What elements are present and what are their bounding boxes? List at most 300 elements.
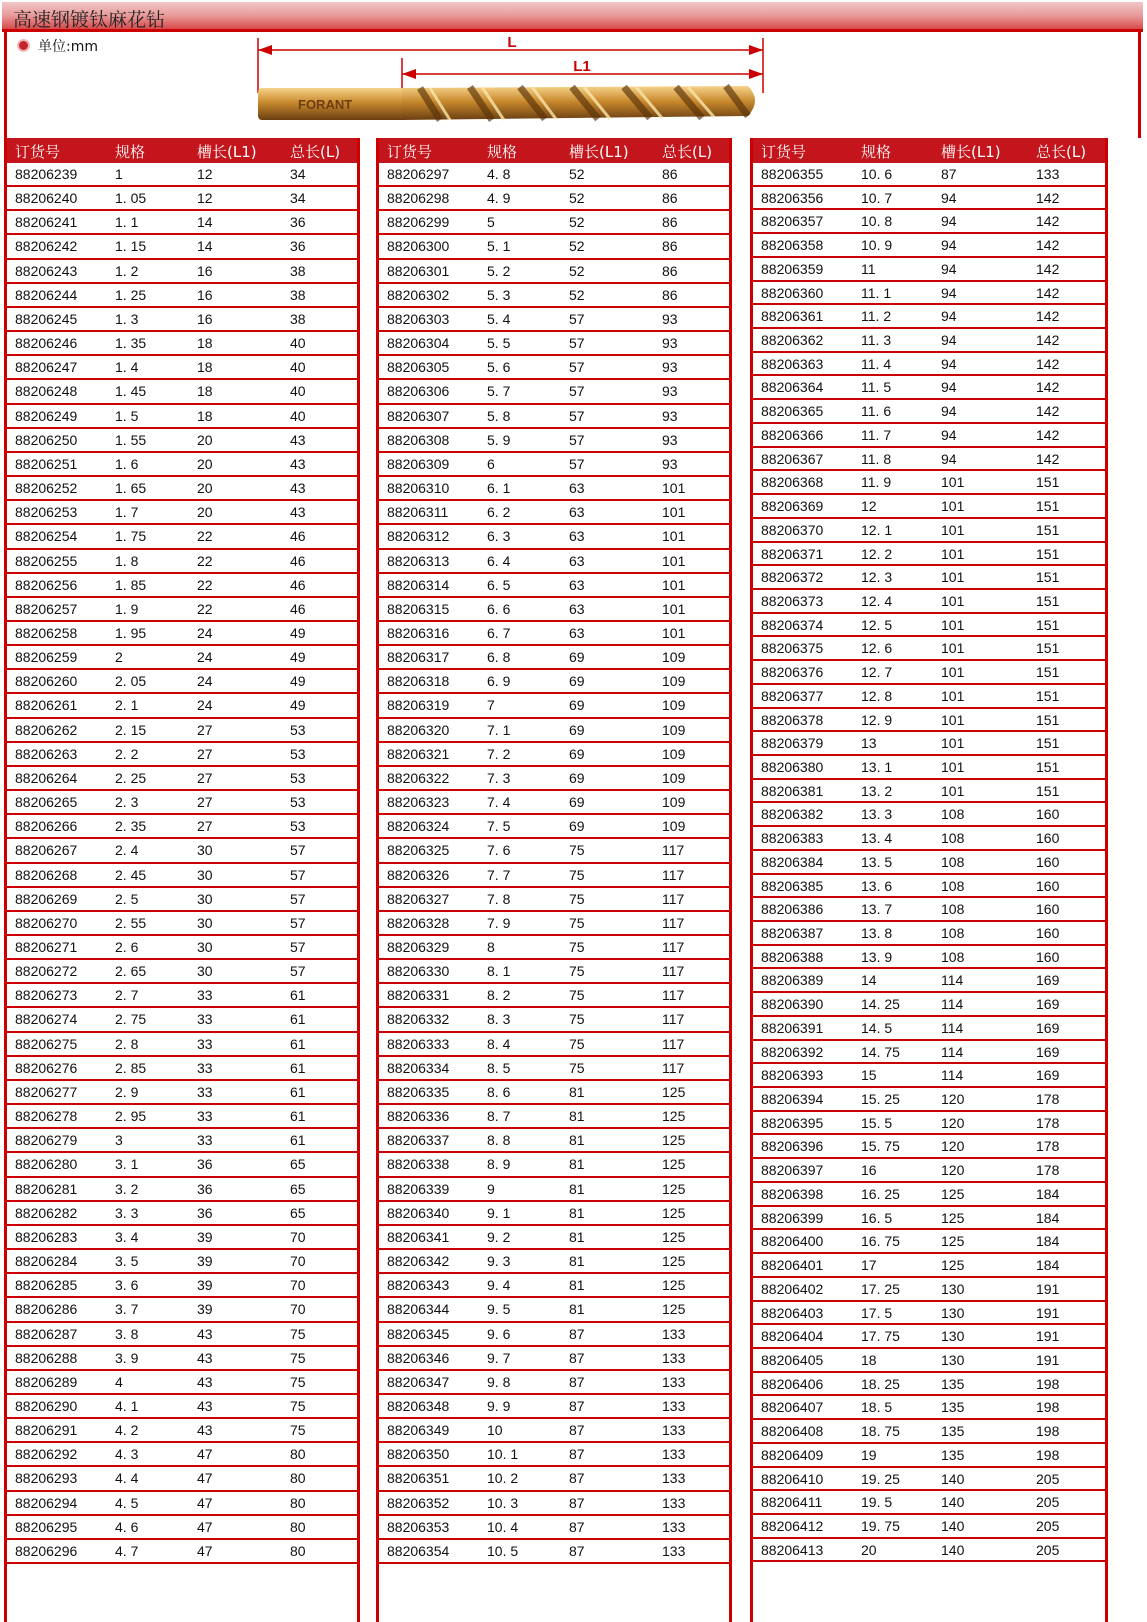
flute-length-cell: 57 xyxy=(569,310,585,327)
flute-length-cell: 135 xyxy=(941,1446,965,1463)
order-number-cell: 88206390 xyxy=(761,996,824,1013)
total-length-cell: 70 xyxy=(290,1277,306,1294)
order-number-cell: 88206336 xyxy=(387,1108,450,1125)
table-row xyxy=(379,984,729,1008)
total-length-cell: 205 xyxy=(1036,1494,1060,1511)
table-row xyxy=(7,719,357,743)
table-row xyxy=(753,1207,1105,1231)
total-length-cell: 80 xyxy=(290,1518,306,1535)
order-number-cell: 88206383 xyxy=(761,830,824,847)
order-number-cell: 88206378 xyxy=(761,711,824,728)
table-row xyxy=(753,614,1105,638)
order-number-cell: 88206399 xyxy=(761,1209,824,1226)
spec-cell: 12. 1 xyxy=(861,521,893,538)
flute-length-cell: 101 xyxy=(941,758,965,775)
spec-cell: 1. 6 xyxy=(115,455,139,472)
spec-cell: 3 xyxy=(115,1132,123,1149)
order-number-cell: 88206261 xyxy=(15,697,78,714)
spec-cell: 3. 9 xyxy=(115,1349,139,1366)
flute-length-cell: 75 xyxy=(569,1035,585,1052)
spec-cell: 9. 7 xyxy=(487,1349,511,1366)
order-number-cell: 88206350 xyxy=(387,1446,450,1463)
table-row xyxy=(379,1129,729,1153)
total-length-cell: 61 xyxy=(290,1059,306,1076)
flute-length-cell: 27 xyxy=(197,721,213,738)
flute-length-cell: 114 xyxy=(941,972,964,989)
table-row xyxy=(379,815,729,839)
table-row xyxy=(7,767,357,791)
flute-length-cell: 39 xyxy=(197,1277,213,1294)
spec-cell: 6. 2 xyxy=(487,504,511,521)
flute-length-cell: 81 xyxy=(569,1228,585,1245)
flute-length-cell: 81 xyxy=(569,1277,585,1294)
total-length-cell: 151 xyxy=(1036,782,1060,799)
order-number-cell: 88206391 xyxy=(761,1019,824,1036)
spec-cell: 8. 4 xyxy=(487,1035,511,1052)
spec-cell: 1. 85 xyxy=(115,576,147,593)
flute-length-cell: 30 xyxy=(197,842,213,859)
table-row xyxy=(753,1539,1105,1563)
spec-cell: 2. 25 xyxy=(115,769,147,786)
spec-cell: 10. 9 xyxy=(861,237,893,254)
total-length-cell: 198 xyxy=(1036,1446,1060,1463)
table-row xyxy=(379,1467,729,1491)
order-number-cell: 88206395 xyxy=(761,1114,824,1131)
order-number-cell: 88206241 xyxy=(15,214,78,231)
spec-cell: 1. 65 xyxy=(115,480,147,497)
flute-length-cell: 52 xyxy=(569,214,585,231)
spec-cell: 1. 15 xyxy=(115,238,147,255)
spec-cell: 19. 75 xyxy=(861,1517,900,1534)
spec-cell: 1. 5 xyxy=(115,407,139,424)
table-row xyxy=(7,453,357,477)
order-number-cell: 88206282 xyxy=(15,1204,78,1221)
spec-cell: 12. 3 xyxy=(861,569,893,586)
table-row xyxy=(7,574,357,598)
flute-length-cell: 36 xyxy=(197,1204,213,1221)
total-length-cell: 133 xyxy=(662,1446,686,1463)
total-length-cell: 178 xyxy=(1036,1091,1060,1108)
order-number-cell: 88206335 xyxy=(387,1083,450,1100)
flute-length-cell: 27 xyxy=(197,769,213,786)
flute-length-cell: 75 xyxy=(569,1011,585,1028)
total-length-cell: 142 xyxy=(1036,379,1060,396)
spec-cell: 15. 5 xyxy=(861,1114,893,1131)
table-row xyxy=(379,936,729,960)
spec-cell: 8. 2 xyxy=(487,987,511,1004)
table-row xyxy=(753,1088,1105,1112)
spec-cell: 2. 6 xyxy=(115,939,139,955)
flute-length-cell: 52 xyxy=(569,262,585,279)
total-length-cell: 101 xyxy=(662,624,686,641)
total-length-cell: 125 xyxy=(662,1277,686,1294)
spec-cell: 15. 25 xyxy=(861,1091,900,1108)
total-length-cell: 151 xyxy=(1036,498,1060,515)
order-number-cell: 88206340 xyxy=(387,1204,450,1221)
table-row xyxy=(753,1444,1105,1468)
order-number-cell: 88206249 xyxy=(15,407,78,424)
spec-cell: 13. 5 xyxy=(861,853,893,870)
table-row xyxy=(753,471,1105,495)
flute-length-cell: 120 xyxy=(941,1138,965,1155)
flute-length-cell: 43 xyxy=(197,1373,213,1390)
flute-length-cell: 120 xyxy=(941,1114,965,1131)
spec-cell: 11. 5 xyxy=(861,379,892,396)
spec-cell: 5. 1 xyxy=(487,238,511,255)
spec-cell: 1. 45 xyxy=(115,383,147,400)
table-row xyxy=(379,912,729,936)
order-number-cell: 88206337 xyxy=(387,1132,450,1149)
order-number-cell: 88206403 xyxy=(761,1304,824,1321)
table-row xyxy=(379,1226,729,1250)
total-length-cell: 117 xyxy=(662,939,685,955)
order-number-cell: 88206365 xyxy=(761,403,824,420)
total-length-cell: 133 xyxy=(662,1422,686,1439)
total-length-cell: 151 xyxy=(1036,687,1060,704)
total-length-cell: 160 xyxy=(1036,877,1060,894)
total-length-cell: 46 xyxy=(290,528,306,545)
flute-length-cell: 27 xyxy=(197,745,213,762)
flute-length-cell: 101 xyxy=(941,735,965,752)
total-length-cell: 151 xyxy=(1036,521,1060,538)
flute-length-cell: 81 xyxy=(569,1083,585,1100)
column-header: 总长(L) xyxy=(1036,143,1087,161)
total-length-cell: 117 xyxy=(662,1011,685,1028)
order-number-cell: 88206327 xyxy=(387,890,450,907)
total-length-cell: 178 xyxy=(1036,1114,1060,1131)
table-row xyxy=(753,1041,1105,1065)
order-number-cell: 88206333 xyxy=(387,1035,450,1052)
total-length-cell: 75 xyxy=(290,1325,306,1342)
total-length-cell: 101 xyxy=(662,528,686,545)
table-row xyxy=(379,211,729,235)
order-number-cell: 88206354 xyxy=(387,1542,450,1559)
order-number-cell: 88206289 xyxy=(15,1373,78,1390)
order-number-cell: 88206361 xyxy=(761,308,824,325)
order-number-cell: 88206316 xyxy=(387,624,450,641)
table-row xyxy=(379,477,729,501)
total-length-cell: 53 xyxy=(290,745,306,762)
total-length-cell: 70 xyxy=(290,1253,306,1270)
order-number-cell: 88206308 xyxy=(387,431,450,448)
total-length-cell: 142 xyxy=(1036,450,1060,467)
table-row xyxy=(753,732,1105,756)
order-number-cell: 88206243 xyxy=(15,262,78,279)
total-length-cell: 109 xyxy=(662,721,686,738)
flute-length-cell: 69 xyxy=(569,769,585,786)
table-header xyxy=(753,138,1105,163)
table-row xyxy=(7,1323,357,1347)
order-number-cell: 88206379 xyxy=(761,735,824,752)
total-length-cell: 151 xyxy=(1036,616,1060,633)
total-length-cell: 133 xyxy=(662,1542,686,1559)
spec-cell: 2. 3 xyxy=(115,794,139,811)
flute-length-cell: 47 xyxy=(197,1446,213,1463)
total-length-cell: 125 xyxy=(662,1156,686,1173)
table-row xyxy=(7,163,357,187)
total-length-cell: 151 xyxy=(1036,592,1060,609)
flute-length-cell: 18 xyxy=(197,359,213,376)
total-length-cell: 160 xyxy=(1036,948,1060,965)
total-length-cell: 109 xyxy=(662,673,686,690)
total-length-cell: 133 xyxy=(662,1470,686,1487)
flute-length-cell: 20 xyxy=(197,455,213,472)
spec-cell: 3. 6 xyxy=(115,1277,139,1294)
order-number-cell: 88206294 xyxy=(15,1494,78,1511)
order-number-cell: 88206303 xyxy=(387,310,450,327)
order-number-cell: 88206272 xyxy=(15,963,78,980)
flute-length-cell: 101 xyxy=(941,545,965,562)
spec-cell: 8. 5 xyxy=(487,1059,511,1076)
flute-length-cell: 101 xyxy=(941,616,965,633)
total-length-cell: 43 xyxy=(290,504,306,521)
total-length-cell: 125 xyxy=(662,1204,686,1221)
spec-cell: 6. 6 xyxy=(487,600,511,617)
flute-length-cell: 87 xyxy=(569,1349,585,1366)
table-row xyxy=(379,1419,729,1443)
total-length-cell: 80 xyxy=(290,1446,306,1463)
flute-length-cell: 114 xyxy=(941,1043,964,1060)
spec-cell: 6. 1 xyxy=(487,480,511,497)
arrow-left-icon xyxy=(258,45,272,55)
table-row xyxy=(753,329,1105,353)
spec-cell: 13. 7 xyxy=(861,901,893,918)
total-length-cell: 86 xyxy=(662,262,678,279)
table-row xyxy=(753,187,1105,211)
spec-cell: 3. 5 xyxy=(115,1253,139,1270)
order-number-cell: 88206342 xyxy=(387,1253,450,1270)
order-number-cell: 88206332 xyxy=(387,1011,450,1028)
column-header: 规格 xyxy=(487,143,518,161)
spec-cell: 4. 3 xyxy=(115,1446,139,1463)
flute-length-cell: 39 xyxy=(197,1228,213,1245)
order-number-cell: 88206374 xyxy=(761,616,824,633)
spec-cell: 3. 8 xyxy=(115,1325,139,1342)
order-number-cell: 88206367 xyxy=(761,450,824,467)
total-length-cell: 61 xyxy=(290,1011,306,1028)
spec-cell: 14. 25 xyxy=(861,996,900,1013)
flute-length-cell: 101 xyxy=(941,687,965,704)
order-number-cell: 88206376 xyxy=(761,664,824,681)
drill-bit-icon xyxy=(258,86,755,120)
flute-length-cell: 94 xyxy=(941,332,957,349)
flute-length-cell: 18 xyxy=(197,407,213,424)
order-number-cell: 88206299 xyxy=(387,214,450,231)
total-length-cell: 117 xyxy=(662,1035,685,1052)
total-length-cell: 57 xyxy=(290,890,306,907)
table-row xyxy=(379,429,729,453)
spec-cell: 17. 5 xyxy=(861,1304,893,1321)
table-row xyxy=(379,260,729,284)
flute-length-cell: 43 xyxy=(197,1349,213,1366)
flute-length-cell: 36 xyxy=(197,1180,213,1197)
flute-length-cell: 87 xyxy=(569,1397,585,1414)
table-row xyxy=(7,1226,357,1250)
spec-cell: 5 xyxy=(487,214,495,231)
flute-length-cell: 81 xyxy=(569,1301,585,1318)
spec-cell: 13 xyxy=(861,735,877,752)
spec-cell: 20 xyxy=(861,1541,877,1558)
table-row xyxy=(379,284,729,308)
flute-length-cell: 33 xyxy=(197,987,213,1004)
flute-length-cell: 140 xyxy=(941,1494,965,1511)
page-title: 高速钢镀钛麻花钻 xyxy=(13,9,166,31)
flute-length-cell: 43 xyxy=(197,1325,213,1342)
flute-length-cell: 52 xyxy=(569,166,585,182)
table-row xyxy=(753,969,1105,993)
total-length-cell: 49 xyxy=(290,649,306,666)
table-row xyxy=(753,1302,1105,1326)
order-number-cell: 88206251 xyxy=(15,455,78,472)
spec-cell: 2. 8 xyxy=(115,1035,139,1052)
order-number-cell: 88206304 xyxy=(387,335,450,352)
total-length-cell: 125 xyxy=(662,1132,686,1149)
spec-cell: 2. 85 xyxy=(115,1059,147,1076)
total-length-cell: 86 xyxy=(662,286,678,303)
order-number-cell: 88206267 xyxy=(15,842,78,859)
order-number-cell: 88206345 xyxy=(387,1325,450,1342)
table-row xyxy=(753,1325,1105,1349)
table-row xyxy=(7,1347,357,1371)
spec-cell: 10. 5 xyxy=(487,1542,519,1559)
flute-length-cell: 87 xyxy=(569,1494,585,1511)
spec-cell: 2. 75 xyxy=(115,1011,147,1028)
table-row xyxy=(753,376,1105,400)
flute-length-cell: 52 xyxy=(569,190,585,207)
flute-length-cell: 75 xyxy=(569,866,585,883)
table-row xyxy=(379,525,729,549)
total-length-cell: 142 xyxy=(1036,355,1060,372)
spec-cell: 5. 7 xyxy=(487,383,511,400)
table-row xyxy=(7,936,357,960)
spec-cell: 1. 9 xyxy=(115,600,139,617)
table-row xyxy=(379,888,729,912)
order-number-cell: 88206240 xyxy=(15,190,78,207)
flute-length-cell: 33 xyxy=(197,1108,213,1125)
flute-length-cell: 69 xyxy=(569,673,585,690)
total-length-cell: 205 xyxy=(1036,1517,1060,1534)
total-length-cell: 65 xyxy=(290,1156,306,1173)
flute-length-cell: 101 xyxy=(941,521,965,538)
spec-cell: 2. 4 xyxy=(115,842,139,859)
order-number-cell: 88206386 xyxy=(761,901,824,918)
flute-length-cell: 87 xyxy=(569,1470,585,1487)
total-length-cell: 160 xyxy=(1036,806,1060,823)
flute-length-cell: 63 xyxy=(569,600,585,617)
total-length-cell: 151 xyxy=(1036,640,1060,657)
spec-cell: 3. 1 xyxy=(115,1156,139,1173)
total-length-cell: 38 xyxy=(290,286,306,303)
table-row xyxy=(753,851,1105,875)
order-number-cell: 88206358 xyxy=(761,237,824,254)
spec-cell: 6. 5 xyxy=(487,576,511,593)
order-number-cell: 88206404 xyxy=(761,1328,824,1345)
total-length-cell: 198 xyxy=(1036,1375,1060,1392)
total-length-cell: 86 xyxy=(662,190,678,207)
flute-length-cell: 69 xyxy=(569,794,585,811)
flute-length-cell: 120 xyxy=(941,1162,965,1179)
table-row xyxy=(7,791,357,815)
flute-length-cell: 101 xyxy=(941,498,965,515)
table-row xyxy=(753,993,1105,1017)
flute-length-cell: 36 xyxy=(197,1156,213,1173)
table-row xyxy=(7,622,357,646)
total-length-cell: 151 xyxy=(1036,664,1060,681)
table-row xyxy=(753,780,1105,804)
table-row xyxy=(753,827,1105,851)
order-number-cell: 88206398 xyxy=(761,1185,824,1202)
order-number-cell: 88206377 xyxy=(761,687,824,704)
order-number-cell: 88206346 xyxy=(387,1349,450,1366)
flute-length-cell: 57 xyxy=(569,455,585,472)
table-row xyxy=(753,1278,1105,1302)
spec-cell: 2. 95 xyxy=(115,1108,147,1125)
total-length-cell: 151 xyxy=(1036,758,1060,775)
total-length-cell: 86 xyxy=(662,238,678,255)
total-length-cell: 160 xyxy=(1036,901,1060,918)
order-number-cell: 88206401 xyxy=(761,1257,824,1274)
spec-cell: 7. 7 xyxy=(487,866,511,883)
total-length-cell: 191 xyxy=(1036,1328,1060,1345)
order-number-cell: 88206348 xyxy=(387,1397,450,1414)
column-header: 订货号 xyxy=(15,143,61,161)
flute-length-cell: 43 xyxy=(197,1422,213,1439)
order-number-cell: 88206275 xyxy=(15,1035,78,1052)
order-number-cell: 88206380 xyxy=(761,758,824,775)
order-number-cell: 88206247 xyxy=(15,359,78,376)
table-row xyxy=(753,756,1105,780)
table-row xyxy=(7,356,357,380)
spec-cell: 1. 7 xyxy=(115,504,139,521)
table-row xyxy=(7,743,357,767)
order-number-cell: 88206324 xyxy=(387,818,450,835)
order-number-cell: 88206326 xyxy=(387,866,450,883)
table-row xyxy=(7,912,357,936)
table-row xyxy=(379,235,729,259)
total-length-cell: 142 xyxy=(1036,426,1060,443)
total-length-cell: 133 xyxy=(662,1494,686,1511)
total-length-cell: 65 xyxy=(290,1204,306,1221)
flute-length-cell: 140 xyxy=(941,1541,965,1558)
spec-cell: 16. 5 xyxy=(861,1209,893,1226)
table-row xyxy=(379,1057,729,1081)
column-header: 规格 xyxy=(115,143,146,161)
spec-cell: 2. 55 xyxy=(115,914,147,931)
flute-length-cell: 24 xyxy=(197,624,213,641)
flute-length-cell: 57 xyxy=(569,335,585,352)
flute-length-cell: 24 xyxy=(197,673,213,690)
order-number-cell: 88206287 xyxy=(15,1325,78,1342)
flute-length-cell: 47 xyxy=(197,1494,213,1511)
flute-length-cell: 16 xyxy=(197,262,213,279)
total-length-cell: 101 xyxy=(662,576,686,593)
flute-length-cell: 22 xyxy=(197,576,213,593)
total-length-cell: 198 xyxy=(1036,1423,1060,1440)
order-number-cell: 88206384 xyxy=(761,853,824,870)
order-number-cell: 88206364 xyxy=(761,379,824,396)
total-length-cell: 125 xyxy=(662,1301,686,1318)
flute-length-cell: 63 xyxy=(569,576,585,593)
order-number-cell: 88206301 xyxy=(387,262,450,279)
total-length-cell: 57 xyxy=(290,963,306,980)
spec-cell: 10 xyxy=(487,1422,503,1439)
total-length-cell: 75 xyxy=(290,1397,306,1414)
flute-length-cell: 94 xyxy=(941,284,957,301)
table-row xyxy=(7,1492,357,1516)
order-number-cell: 88206248 xyxy=(15,383,78,400)
order-number-cell: 88206387 xyxy=(761,925,824,941)
flute-length-cell: 12 xyxy=(197,190,213,207)
